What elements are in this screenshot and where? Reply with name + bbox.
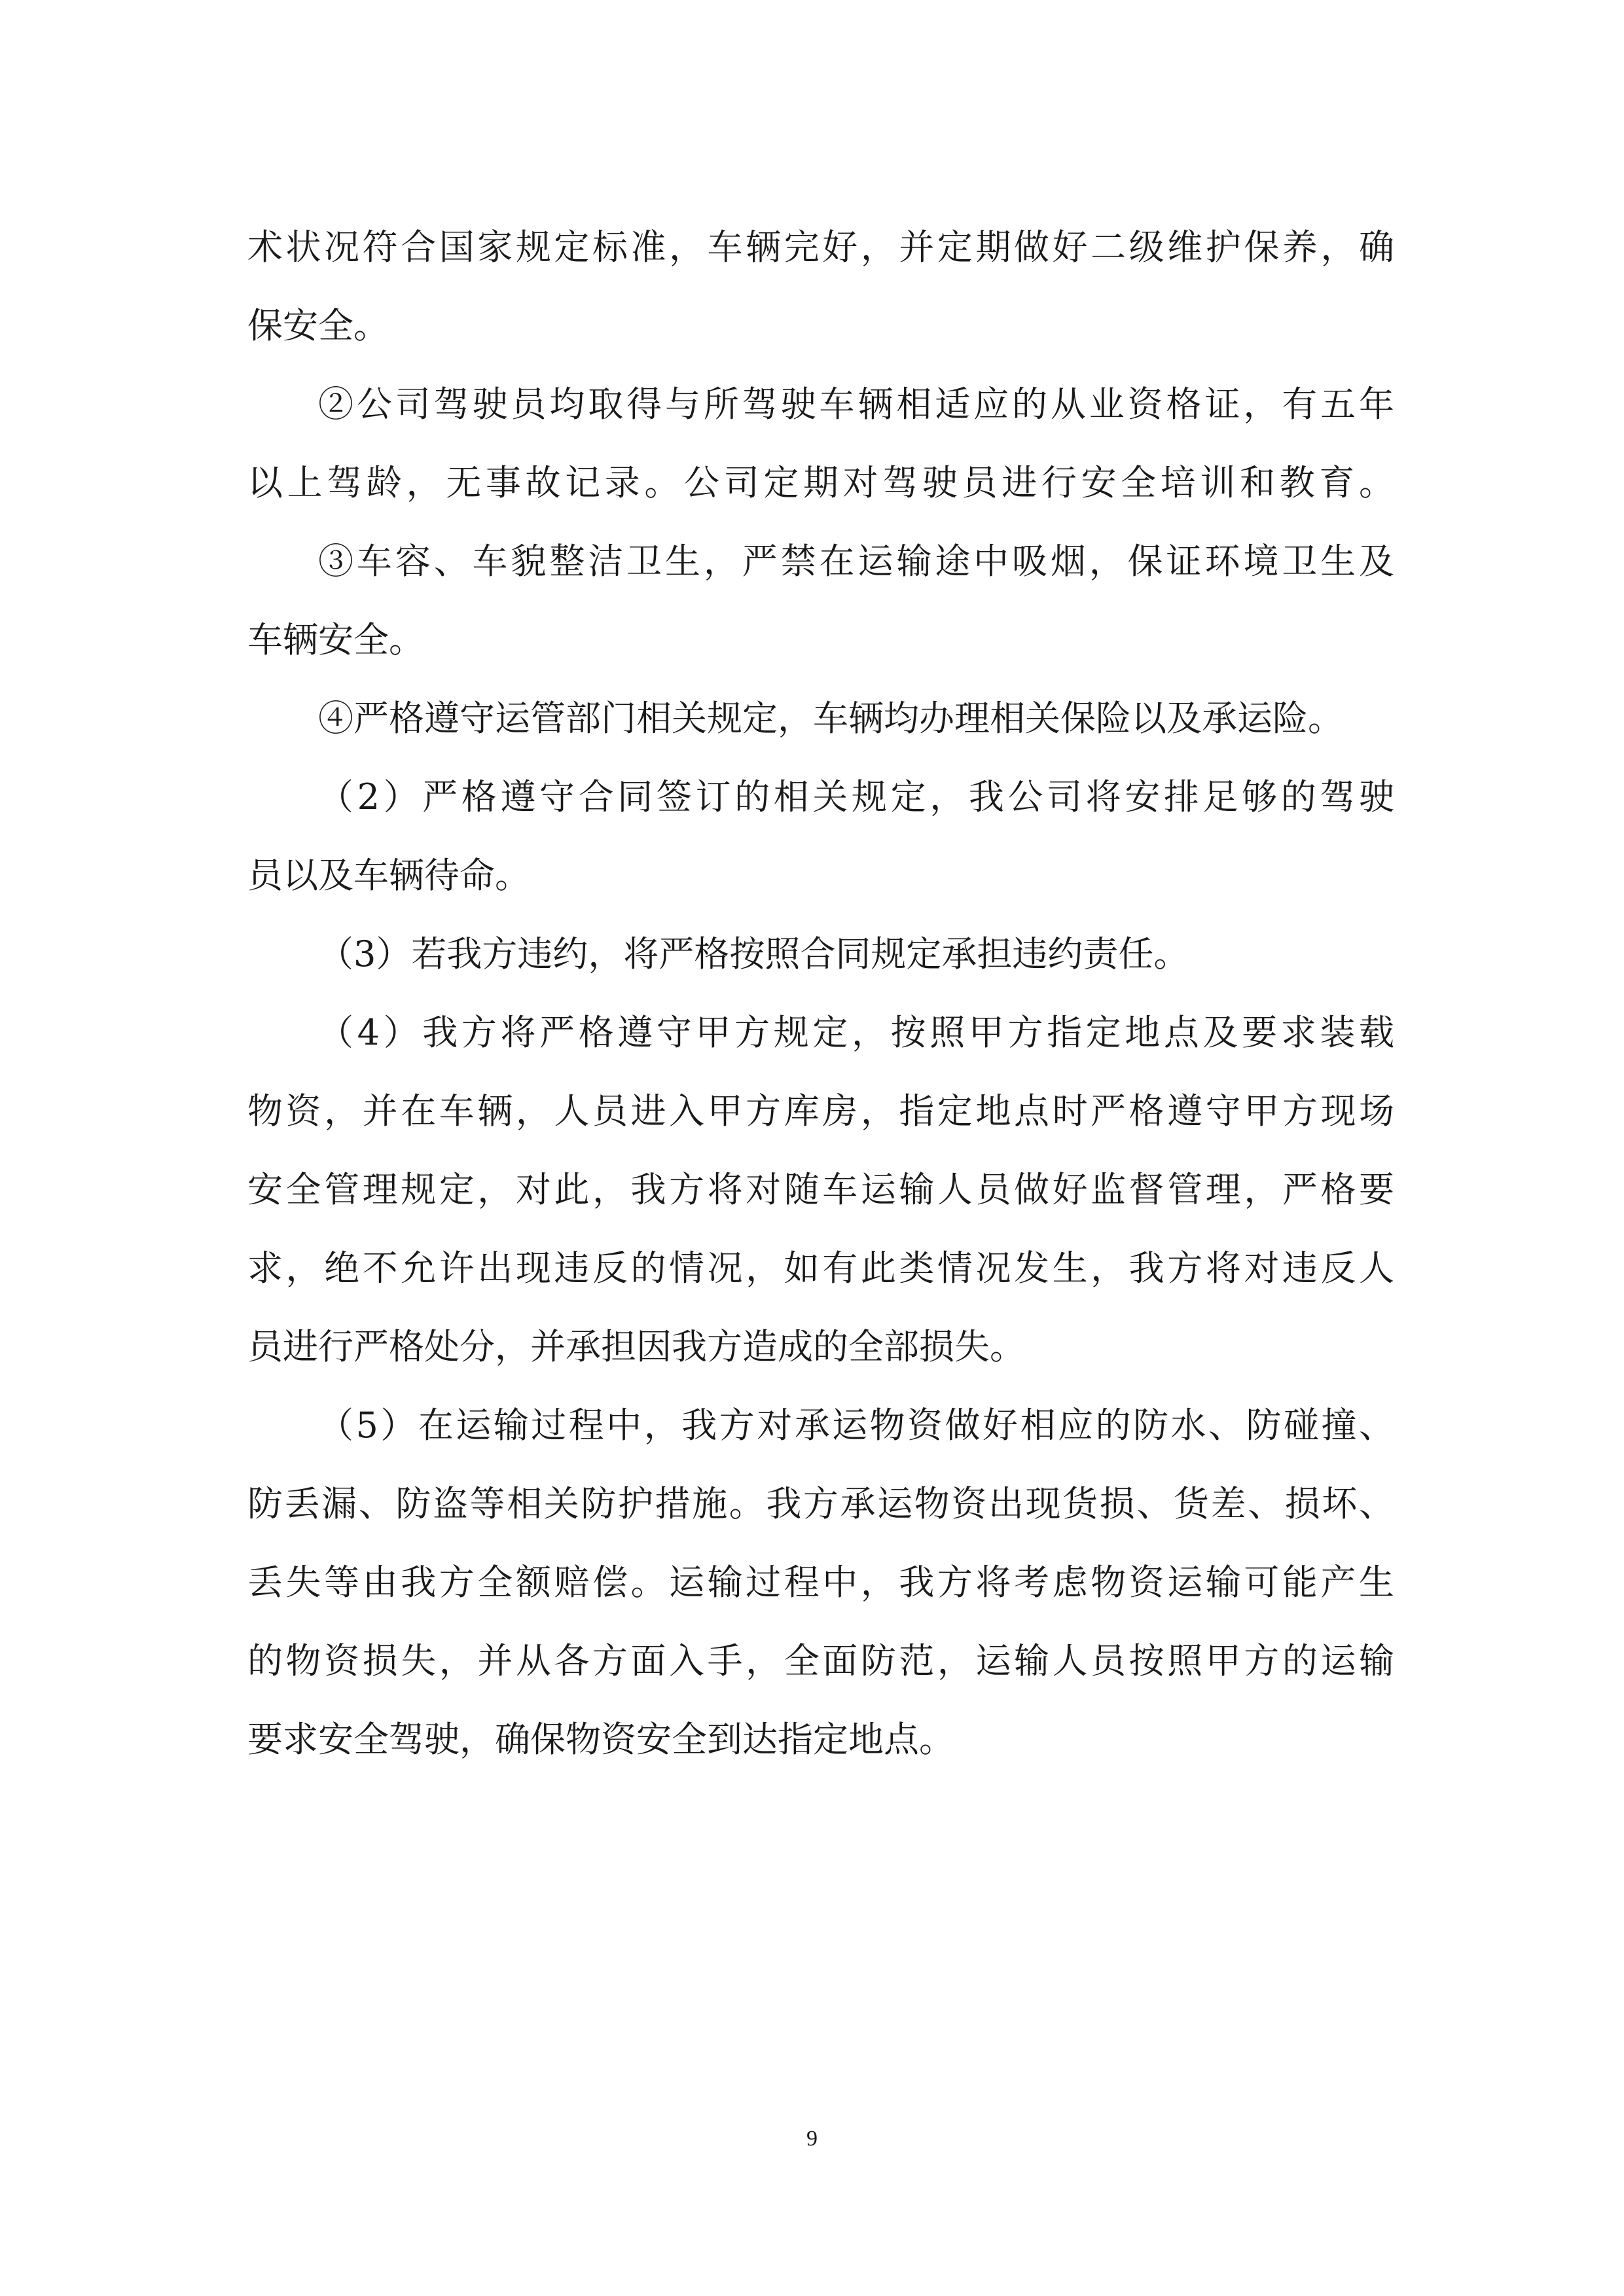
text-line: 的物资损失，并从各方面入手，全面防范，运输人员按照甲方的运输: [247, 1640, 1394, 1681]
text-line: （3）若我方违约，将严格按照合同规定承担违约责任。: [318, 933, 1189, 975]
text-line: 丢失等由我方全额赔偿。运输过程中，我方将考虑物资运输可能产生: [247, 1562, 1394, 1603]
text-line: （2）严格遵守合同签订的相关规定，我公司将安排足够的驾驶: [318, 776, 1394, 817]
text-line: 员进行严格处分，并承担因我方造成的全部损失。: [247, 1326, 1025, 1367]
text-line: ③车容、车貌整洁卫生，严禁在运输途中吸烟，保证环境卫生及: [318, 541, 1394, 582]
text-line: 保安全。: [247, 305, 389, 346]
text-line: 物资，并在车辆，人员进入甲方库房，指定地点时严格遵守甲方现场: [247, 1090, 1394, 1132]
body-text: [247, 208, 1394, 1779]
text-line: 以上驾龄，无事故记录。公司定期对驾驶员进行安全培训和教育。: [247, 462, 1394, 503]
text-line: ④严格遵守运管部门相关规定，车辆均办理相关保险以及承运险。: [318, 698, 1343, 739]
text-line: 员以及车辆待命。: [247, 855, 530, 896]
text-line: 求，绝不允许出现违反的情况，如有此类情况发生，我方将对违反人: [247, 1247, 1394, 1289]
text-line: 术状况符合国家规定标准，车辆完好，并定期做好二级维护保养，确: [247, 226, 1394, 268]
text-line: 防丢漏、防盗等相关防护措施。我方承运物资出现货损、货差、损坏、: [247, 1483, 1394, 1524]
text-line: （5）在运输过程中，我方对承运物资做好相应的防水、防碰撞、: [318, 1405, 1394, 1446]
text-line: 安全管理规定，对此，我方将对随车运输人员做好监督管理，严格要: [247, 1169, 1394, 1210]
text-line: （4）我方将严格遵守甲方规定，按照甲方指定地点及要求装载: [318, 1012, 1394, 1053]
text-line: ②公司驾驶员均取得与所驾驶车辆相适应的从业资格证，有五年: [318, 384, 1394, 425]
page-number: 9: [806, 2126, 818, 2151]
text-line: 要求安全驾驶，确保物资安全到达指定地点。: [247, 1719, 954, 1760]
text-line: 车辆安全。: [247, 619, 424, 660]
